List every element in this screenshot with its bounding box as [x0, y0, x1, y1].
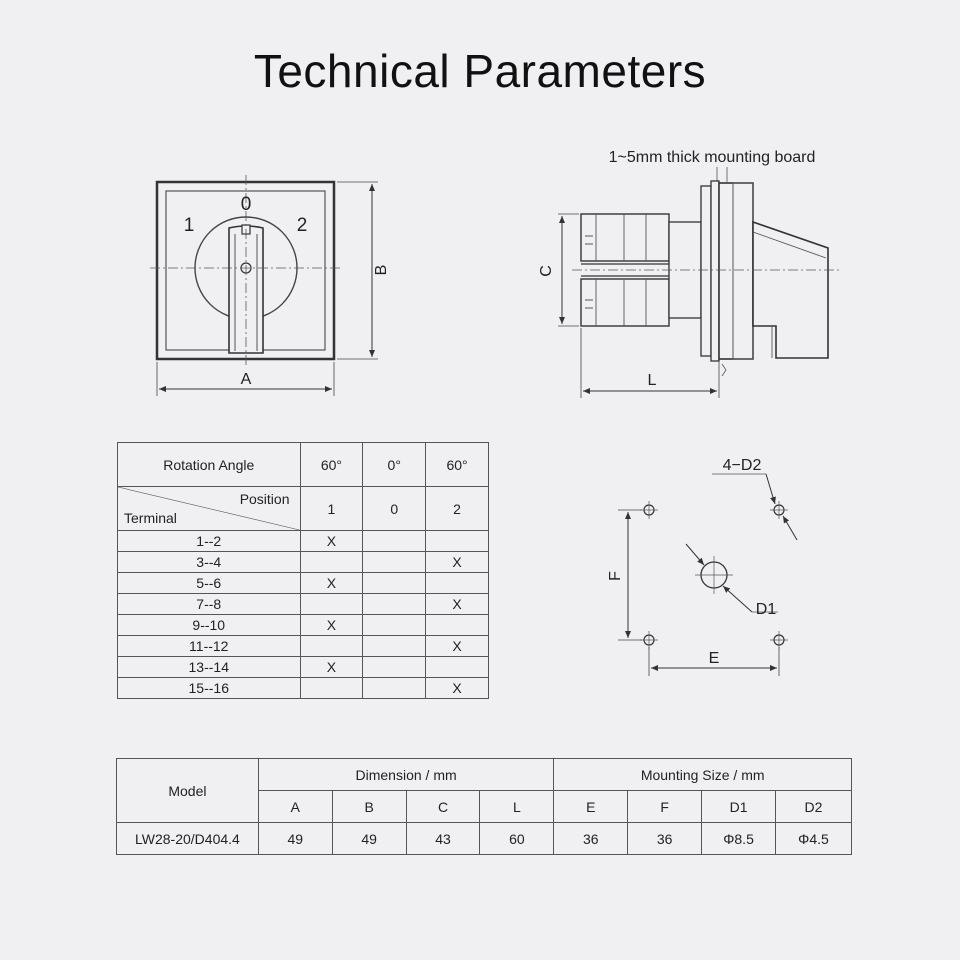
position-1-label: 1 [183, 215, 195, 236]
center-diameter-label: D1 [755, 601, 777, 618]
angle-cell: 60° [426, 443, 489, 487]
angle-cell: 0° [363, 443, 426, 487]
specification-table [116, 758, 852, 855]
front-bezel [719, 183, 753, 359]
mark-cell [426, 531, 489, 552]
column-header: F [628, 791, 702, 823]
value-cell: 43 [406, 823, 480, 855]
page-title: Technical Parameters [253, 45, 707, 97]
column-header: D2 [776, 791, 852, 823]
terminal-cell: 11--12 [118, 636, 301, 657]
terminal-cell: 13--14 [118, 657, 301, 678]
column-header: C [406, 791, 480, 823]
value-cell: Φ4.5 [776, 823, 852, 855]
mark-cell [363, 531, 426, 552]
position-cell: 1 [300, 487, 363, 531]
side-view [538, 149, 840, 398]
value-cell: 49 [258, 823, 332, 855]
rotation-angle-label: Rotation Angle [118, 443, 301, 487]
value-cell: 36 [554, 823, 628, 855]
column-header: L [480, 791, 554, 823]
position-0-label: 0 [240, 194, 252, 215]
terminal-cell: 5--6 [118, 573, 301, 594]
table-row [118, 636, 489, 657]
mark-cell: X [426, 678, 489, 699]
hole-diameter-label: 4−D2 [722, 457, 762, 474]
position-cell: 2 [426, 487, 489, 531]
mark-cell [363, 552, 426, 573]
mark-cell: X [300, 657, 363, 678]
terminal-cell: 15--16 [118, 678, 301, 699]
mark-cell [363, 615, 426, 636]
mark-cell [300, 594, 363, 615]
dimension-b-label: B [373, 264, 390, 276]
column-header: A [258, 791, 332, 823]
mark-cell: X [300, 573, 363, 594]
switching-table [117, 442, 489, 699]
mark-cell [363, 657, 426, 678]
mark-cell [363, 678, 426, 699]
mark-cell: X [426, 552, 489, 573]
mark-cell [300, 678, 363, 699]
mounting-board [711, 181, 719, 361]
model-cell: LW28-20/D404.4 [117, 823, 259, 855]
column-header: D1 [702, 791, 776, 823]
table-row [117, 823, 852, 855]
mounting-size-header: Mounting Size / mm [554, 759, 852, 791]
table-row [118, 573, 489, 594]
terminal-label: Terminal [124, 510, 177, 526]
position-cell: 0 [363, 487, 426, 531]
mounting-plate [701, 186, 711, 356]
model-header: Model [117, 759, 259, 823]
terminal-cell: 7--8 [118, 594, 301, 615]
table-row [117, 759, 852, 791]
mark-cell [363, 573, 426, 594]
value-cell: 60 [480, 823, 554, 855]
mark-cell [426, 573, 489, 594]
mounting-board-note: 1~5mm thick mounting board [608, 149, 816, 166]
table-row [118, 487, 489, 531]
table-row [118, 552, 489, 573]
contact-block-lower [581, 279, 669, 326]
value-cell: 49 [332, 823, 406, 855]
mark-cell [363, 594, 426, 615]
dimension-a-label: A [240, 371, 252, 388]
mark-cell: X [300, 615, 363, 636]
mark-cell: X [300, 531, 363, 552]
mark-cell [300, 552, 363, 573]
terminal-cell: 3--4 [118, 552, 301, 573]
table-row [118, 657, 489, 678]
mounting-hole-layout [607, 457, 797, 676]
terminal-cell: 1--2 [118, 531, 301, 552]
dimension-l-label: L [647, 372, 657, 389]
dimension-e-label: E [708, 650, 720, 667]
mark-cell [363, 636, 426, 657]
position-label: Position [239, 491, 290, 507]
mark-cell [300, 636, 363, 657]
contact-block-upper [581, 214, 669, 261]
mark-cell [426, 615, 489, 636]
mark-cell [426, 657, 489, 678]
table-row [118, 594, 489, 615]
column-header: E [554, 791, 628, 823]
angle-cell: 60° [300, 443, 363, 487]
dimension-header: Dimension / mm [258, 759, 554, 791]
value-cell: 36 [628, 823, 702, 855]
position-terminal-header [118, 487, 301, 531]
value-cell: Φ8.5 [702, 823, 776, 855]
handle-side [753, 222, 828, 358]
front-view [150, 175, 390, 396]
mark-cell: X [426, 636, 489, 657]
table-row [118, 615, 489, 636]
position-2-label: 2 [296, 215, 308, 236]
column-header: B [332, 791, 406, 823]
table-row [118, 678, 489, 699]
table-row [118, 531, 489, 552]
table-row [118, 443, 489, 487]
dimension-f-label: F [607, 571, 624, 581]
dimension-c-label: C [538, 265, 555, 277]
terminal-cell: 9--10 [118, 615, 301, 636]
mark-cell: X [426, 594, 489, 615]
